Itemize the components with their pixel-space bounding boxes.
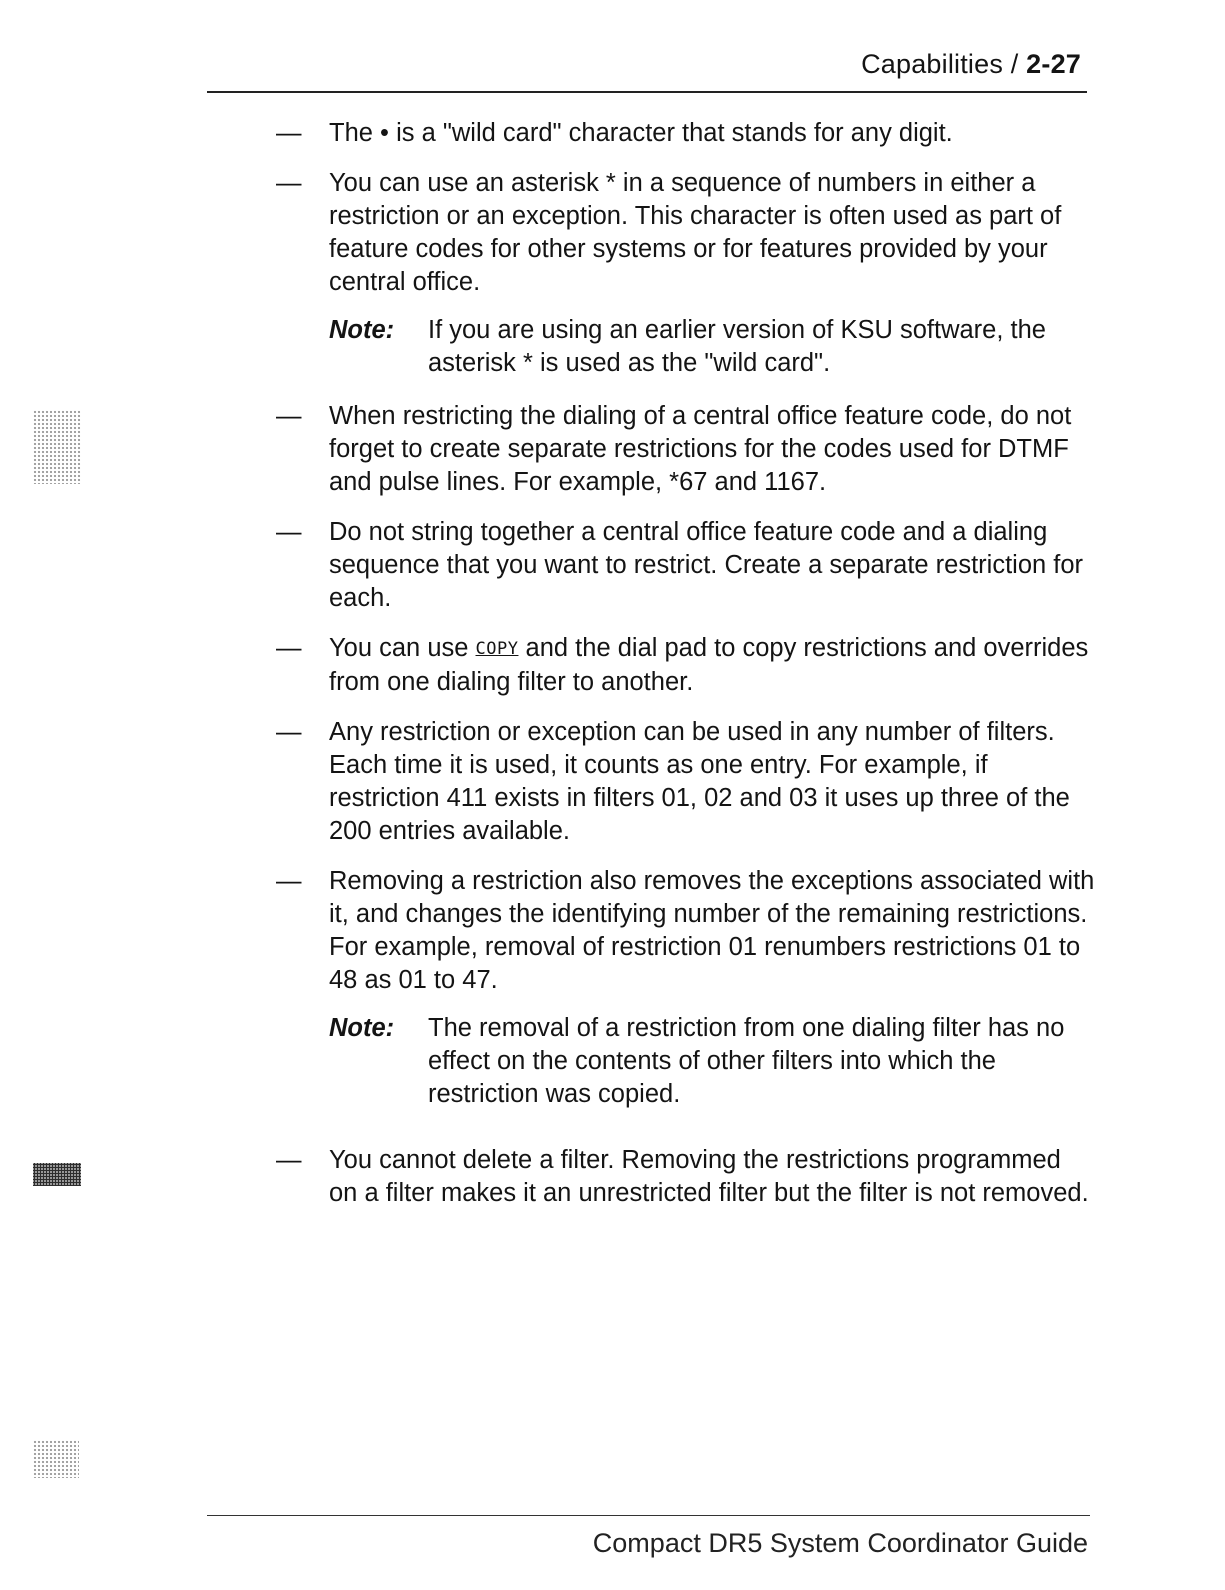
list-item bbox=[276, 167, 1096, 299]
footer-title: Compact DR5 System Coordinator Guide bbox=[592, 1528, 1088, 1558]
list-item bbox=[276, 400, 1096, 499]
list-item-text: You cannot delete a filter. Removing the restrictions programmed on a filter makes it an unrestricted filter but the filter is not removed. bbox=[329, 1146, 1089, 1207]
list-item-text: When restricting the dialing of a central office feature code, do not forget to create separate restrictions for the codes used for DTMF and pulse lines. For example, *67 and 1167. bbox=[329, 402, 1072, 496]
em-dash: — bbox=[276, 1146, 302, 1174]
list-item-text-end: is a "wild card" character that stands for any digit. bbox=[396, 119, 953, 147]
scan-speckle bbox=[33, 1440, 79, 1478]
page-content bbox=[276, 117, 1096, 1227]
em-dash: — bbox=[276, 169, 302, 197]
em-dash: — bbox=[276, 119, 302, 147]
scan-speckle bbox=[33, 1163, 81, 1186]
em-dash: — bbox=[276, 867, 302, 895]
list-item bbox=[276, 516, 1096, 615]
note-text: If you are using an earlier version of KSU software, the asterisk * is used as the "wild card". bbox=[428, 316, 1046, 377]
list-item bbox=[276, 716, 1096, 848]
scan-speckle bbox=[33, 410, 81, 484]
footer-rule bbox=[207, 1515, 1090, 1516]
note-label: Note: bbox=[329, 1014, 395, 1042]
list-item-text: Removing a restriction also removes the exceptions associated with it, and changes the identifying number of the remaining restrictions. For example, removal of restriction 01 renumbers restrictions 01 to 48 as 01 to 47. bbox=[329, 867, 1095, 994]
list-item bbox=[276, 865, 1096, 997]
list-item bbox=[276, 1144, 1096, 1210]
header-page-number: 2-27 bbox=[1026, 49, 1081, 79]
note bbox=[329, 1012, 1096, 1111]
list-item-text-start: You can use bbox=[329, 634, 476, 662]
list-item bbox=[276, 117, 1096, 150]
header-text bbox=[861, 49, 1081, 80]
wildcard-bullet-symbol: • bbox=[380, 119, 389, 147]
list-item-text: Do not string together a central office feature code and a dialing sequence that you want to restrict. Create a separate restriction for each. bbox=[329, 518, 1084, 612]
list-item-text-end: and the dial pad to copy restrictions and overrides from one dialing filter to another. bbox=[329, 634, 1089, 696]
list-item-text-start: The bbox=[329, 119, 373, 147]
em-dash: — bbox=[276, 718, 302, 746]
list-item bbox=[276, 632, 1096, 699]
copy-key-label: COPY bbox=[475, 639, 519, 659]
note-label: Note: bbox=[329, 316, 395, 344]
note-text: The removal of a restriction from one dialing filter has no effect on the contents of other filters into which the restriction was copied. bbox=[428, 1014, 1065, 1108]
page-header bbox=[207, 47, 1087, 93]
list-item-text: You can use an asterisk * in a sequence of numbers in either a restriction or an exception. This character is often used as part of feature codes for other systems or for features provided by your central office. bbox=[329, 169, 1062, 296]
header-section: Capabilities / bbox=[861, 49, 1027, 79]
em-dash: — bbox=[276, 634, 302, 662]
list-item-text: Any restriction or exception can be used in any number of filters. Each time it is used, it counts as one entry. For example, if restriction 411 exists in filters 01, 02 and 03 it uses up three of the 200 entries available. bbox=[329, 718, 1070, 845]
em-dash: — bbox=[276, 518, 302, 546]
em-dash: — bbox=[276, 402, 302, 430]
note bbox=[329, 314, 1096, 380]
